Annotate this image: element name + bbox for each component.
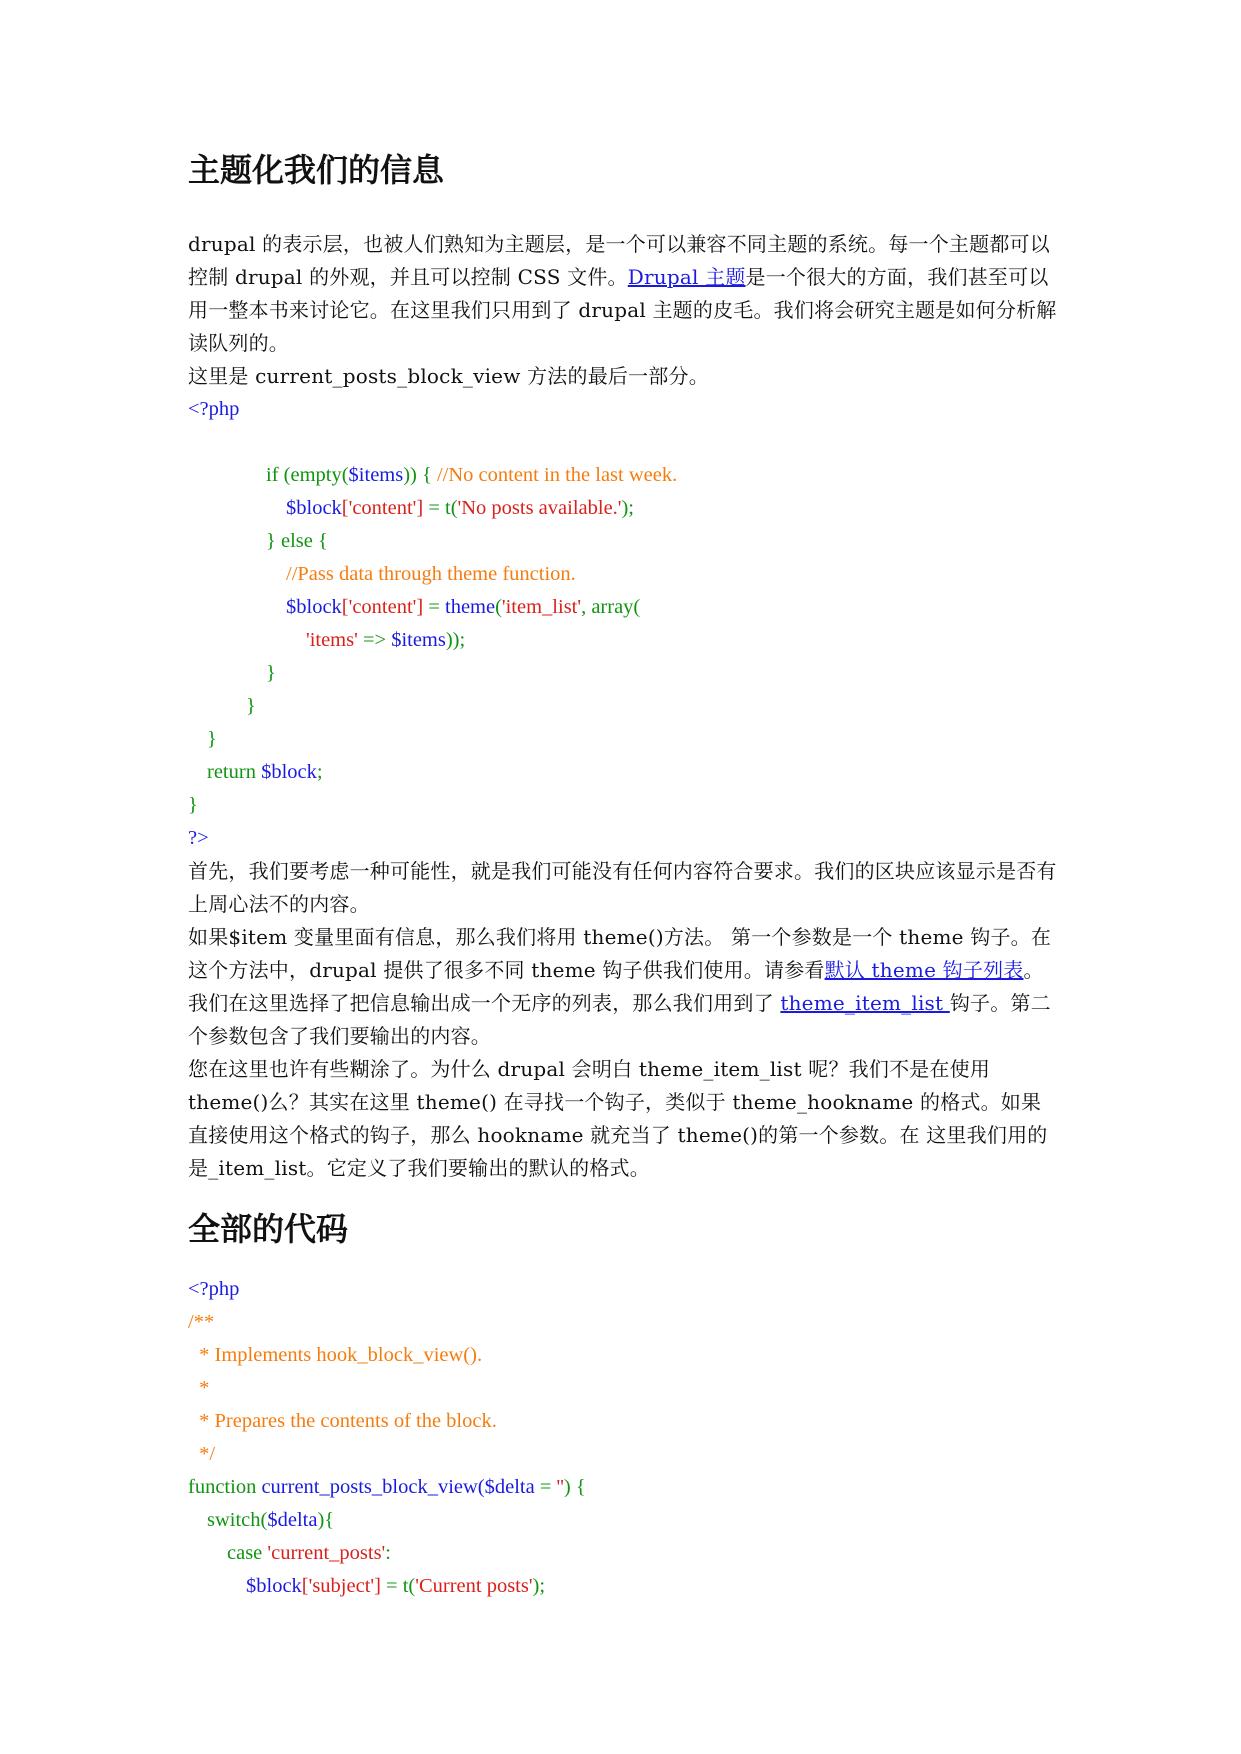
paragraph-theme-function: 如果$item 变量里面有信息，那么我们将用 theme()方法。 第一个参数是一个 theme 钩子。在这个方法中，drupal 提供了很多不同 theme 钩子供我们使用。请参看默认 theme 钩子列表。我们在这里选择了把信息输出成一个无序的列表，那么我们用到了 theme_item_list 钩子。第二个参数包含了我们要输出的内容。	[188, 925, 1052, 1048]
document-page	[188, 150, 1058, 1603]
code-line: return $block;	[207, 761, 323, 783]
code-line: * Implements hook_block_view().	[194, 1344, 483, 1366]
code-line: $block['subject'] = t('Current posts');	[246, 1575, 546, 1597]
code-line: }	[266, 662, 276, 684]
section-heading-theming: 主题化我们的信息	[188, 151, 445, 189]
code-block-full	[188, 1273, 1058, 1603]
code-line: <?php	[188, 398, 240, 420]
section-heading-full-code: 全部的代码	[188, 1210, 349, 1248]
paragraph-hookname: 您在这里也许有些糊涂了。为什么 drupal 会明白 theme_item_list 呢？我们不是在使用 theme()么？其实在这里 theme() 在寻找一个钩子，类似于 theme_hookname 的格式。如果直接使用这个格式的钩子，那么 hookname 就充当了 theme()的第一个参数。在 这里我们用的是_item_list。它定义了我们要输出的默认的格式。	[188, 1057, 1048, 1180]
code-line: *	[194, 1377, 210, 1399]
code-line	[188, 426, 1058, 459]
code-line: }	[207, 728, 217, 750]
code-block-snippet	[188, 393, 1058, 855]
code-line: ?>	[188, 827, 209, 849]
code-line: * Prepares the contents of the block.	[194, 1410, 497, 1432]
code-line: case 'current_posts':	[227, 1542, 391, 1564]
code-line: 'items' => $items));	[306, 629, 466, 651]
code-line: }	[188, 794, 198, 816]
code-line: function current_posts_block_view($delta = '') {	[188, 1476, 586, 1498]
code-line: <?php	[188, 1278, 240, 1300]
paragraph-last-part: 这里是 current_posts_block_view 方法的最后一部分。	[188, 364, 709, 388]
paragraph-no-content: 首先，我们要考虑一种可能性，就是我们可能没有任何内容符合要求。我们的区块应该显示是否有上周心法不的内容。	[188, 859, 1057, 916]
code-line: switch($delta){	[207, 1509, 335, 1531]
code-line: if (empty($items)) { //No content in the last week.	[266, 464, 678, 486]
code-line: /**	[188, 1311, 215, 1333]
code-line: $block['content'] = t('No posts available.');	[286, 497, 635, 519]
code-line: */	[194, 1443, 216, 1465]
code-line: }	[246, 695, 256, 717]
code-line: //Pass data through theme function.	[286, 563, 576, 585]
code-line: } else {	[266, 530, 328, 552]
code-line: $block['content'] = theme('item_list', array(	[286, 596, 641, 618]
default-theme-hooks-link[interactable]: 默认 theme 钩子列表	[824, 958, 1024, 982]
drupal-theme-link[interactable]: Drupal 主题	[627, 265, 746, 289]
paragraph-intro: drupal 的表示层，也被人们熟知为主题层，是一个可以兼容不同主题的系统。每一个主题都可以控制 drupal 的外观，并且可以控制 CSS 文件。Drupal 主题是一个很大的方面，我们甚至可以用一整本书来讨论它。在这里我们只用到了 drupal 主题的皮毛。我们将会研究主题是如何分析解读队列的。	[188, 232, 1057, 355]
theme-item-list-link[interactable]: theme_item_list	[780, 991, 950, 1015]
